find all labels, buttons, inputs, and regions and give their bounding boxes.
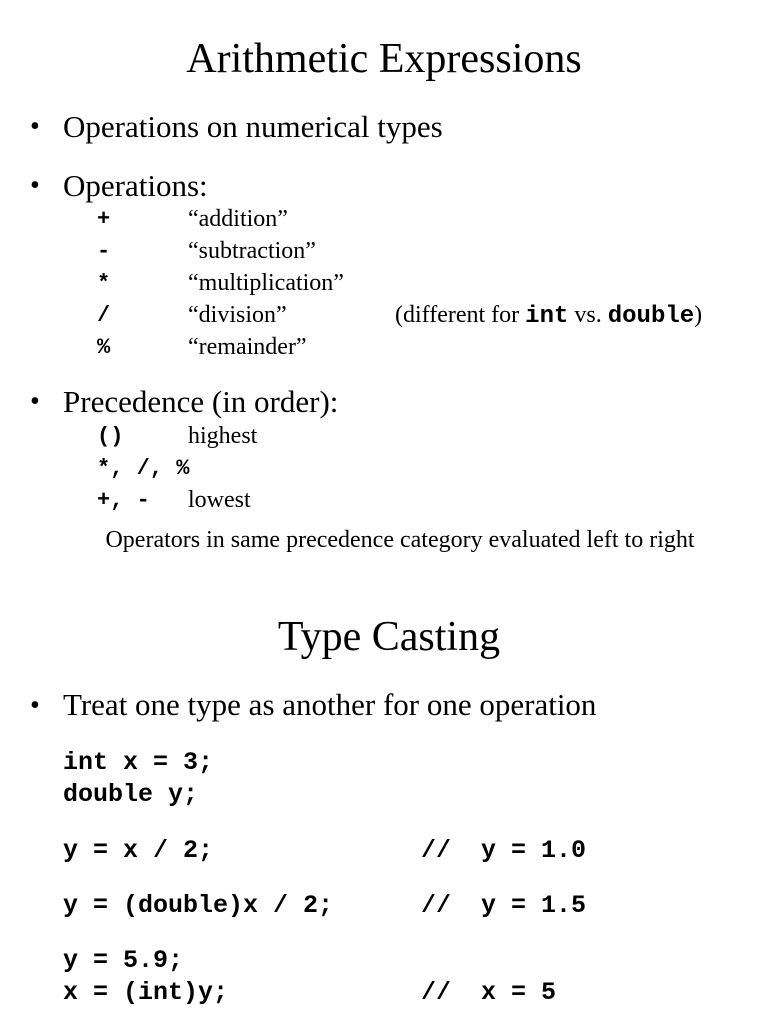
- code-line: y = x / 2;: [63, 836, 214, 865]
- division-note: [395, 303, 702, 329]
- code-comment: // x = 5: [421, 978, 557, 1007]
- operator-name-addition: “addition”: [188, 206, 288, 232]
- division-note-int: int: [525, 303, 569, 330]
- division-note-double: double: [607, 303, 695, 330]
- page-title: Arithmetic Expressions: [186, 36, 582, 82]
- bullet-precedence: Precedence (in order):: [63, 384, 339, 419]
- operator-symbol-division: /: [97, 303, 111, 328]
- bullet-dot: •: [30, 690, 40, 721]
- code-line: double y;: [63, 780, 199, 809]
- bullet-dot: •: [30, 386, 40, 417]
- operator-name-division: “division”: [188, 302, 287, 328]
- code-line: y = (double)x / 2;: [63, 891, 334, 920]
- operator-name-multiplication: “multiplication”: [188, 270, 344, 296]
- operator-symbol-addition: +: [97, 207, 111, 232]
- division-note-suffix: ): [694, 302, 703, 328]
- division-note-middle: vs.: [568, 302, 608, 328]
- precedence-label-highest: highest: [188, 423, 258, 449]
- operator-symbol-remainder: %: [97, 335, 111, 360]
- precedence-ops-highest: (): [97, 424, 124, 449]
- precedence-ops-middle: *, /, %: [97, 456, 190, 481]
- bullet-dot: •: [30, 111, 40, 142]
- code-line: x = (int)y;: [63, 978, 229, 1007]
- operator-name-remainder: “remainder”: [188, 334, 307, 360]
- operator-name-subtraction: “subtraction”: [188, 238, 316, 264]
- operator-symbol-multiplication: *: [97, 271, 111, 296]
- division-note-prefix: (different for: [395, 302, 526, 328]
- precedence-ops-lowest: +, -: [97, 488, 150, 513]
- bullet-operations: Operations:: [63, 168, 208, 203]
- code-line: int x = 3;: [63, 748, 214, 777]
- code-comment: // y = 1.5: [421, 891, 587, 920]
- operator-symbol-subtraction: -: [97, 239, 111, 264]
- section-title-type-casting: Type Casting: [277, 614, 501, 660]
- precedence-note: Operators in same precedence category evaluated left to right: [105, 527, 695, 553]
- precedence-label-lowest: lowest: [188, 487, 251, 513]
- bullet-dot: •: [30, 170, 40, 201]
- bullet-operations-on-numerical-types: Operations on numerical types: [63, 109, 443, 144]
- code-line: y = 5.9;: [63, 946, 184, 975]
- bullet-treat-one-type: Treat one type as another for one operation: [63, 687, 597, 722]
- code-comment: // y = 1.0: [421, 836, 587, 865]
